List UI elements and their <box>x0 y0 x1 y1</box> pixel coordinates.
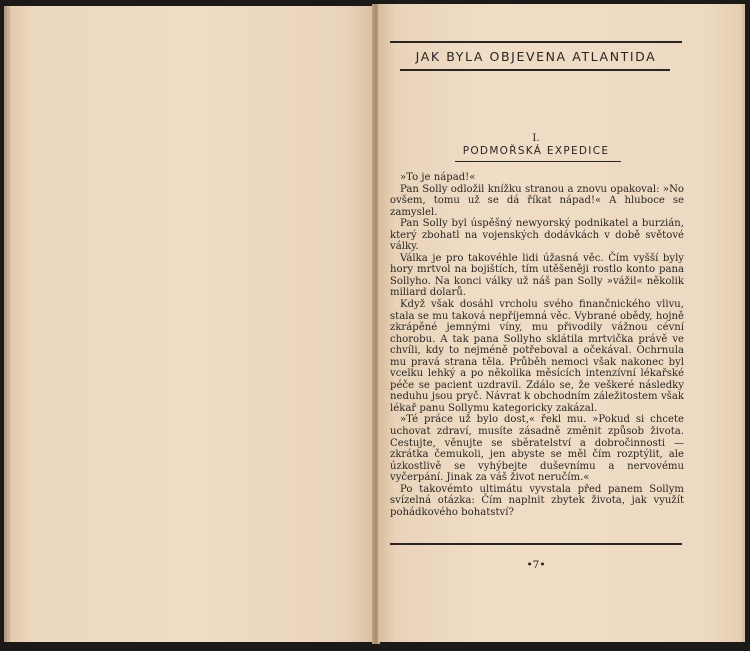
chapter-title: PODMOŘSKÁ EXPEDICE <box>462 145 610 157</box>
paragraph: Po takovémto ultimátu vyvstala před panem Sollym svízelná otázka: Čím naplnit zbytek života, jak využít pohádkového bohatství? <box>390 483 684 518</box>
paragraph: »To je nápad!« <box>400 172 476 183</box>
paragraph: Když však dosáhl vrcholu svého finančnického vlivu, stala se mu taková nepříjemná věc. Vybrané obědy, hojně zkrápěné jemnými víny, mu přivodily vážnou cévní chorobu. A tak pana Sollyho sklátila mrtvička právě ve chvíli, kdy to nejméně potřeboval a očekával. Ochrnula mu pravá strana těla. Průběh nemoci však nakonec byl vcelku lehký a po několika měsících intenzívní lékařské péče se pacient uzdravil. Zdálo se, že veškeré následky neduhu jsou pryč. Návrat k obchodním záležitostem však lékař panu Sollymu kategoricky zakázal. <box>390 299 684 414</box>
header-rule-bottom <box>400 69 670 71</box>
paragraph: Válka je pro takovéhle lidi úžasná věc. Čím vyšší byly hory mrtvol na bojištích, tím utěšeněji rostlo konto pana Sollyho. Na konci války už náš pan Solly »vážil« několik miliard dolarů. <box>390 252 684 299</box>
chapter-title-underline <box>455 161 621 162</box>
chapter-number: I. <box>532 133 540 144</box>
paragraph: »Té práce už bylo dost,« řekl mu. »Pokud si chcete uchovat zdraví, musíte zásadně změnit způsob života. Cestujte, věnujte se sběratelství a dobročinnosti — zkrátka čemukoli, jen abyste se měl čím rozptýlit, ale úzkostlivě se vyhýbejte duševnímu a nervovému vyčerpání. Jinak za váš život neručím.« <box>390 414 684 484</box>
page-number: •7• <box>526 559 546 571</box>
paragraph: Pan Solly odložil knížku stranou a znovu opakoval: »No ovšem, tomu už se dá říkat nápad!« A hluboce se zamyslel. <box>390 183 684 218</box>
book-title: JAK BYLA OBJEVENA ATLANTIDA <box>415 49 657 64</box>
header-rule-top <box>390 41 682 43</box>
body-text <box>390 172 684 518</box>
footer-rule <box>390 543 682 545</box>
right-page <box>378 4 742 642</box>
left-page-blank <box>10 6 374 642</box>
paragraph: Pan Solly byl úspěšný newyorský podnikatel a burzián, který zbohatl na vojenských dodávkách v době světové války. <box>390 218 684 253</box>
